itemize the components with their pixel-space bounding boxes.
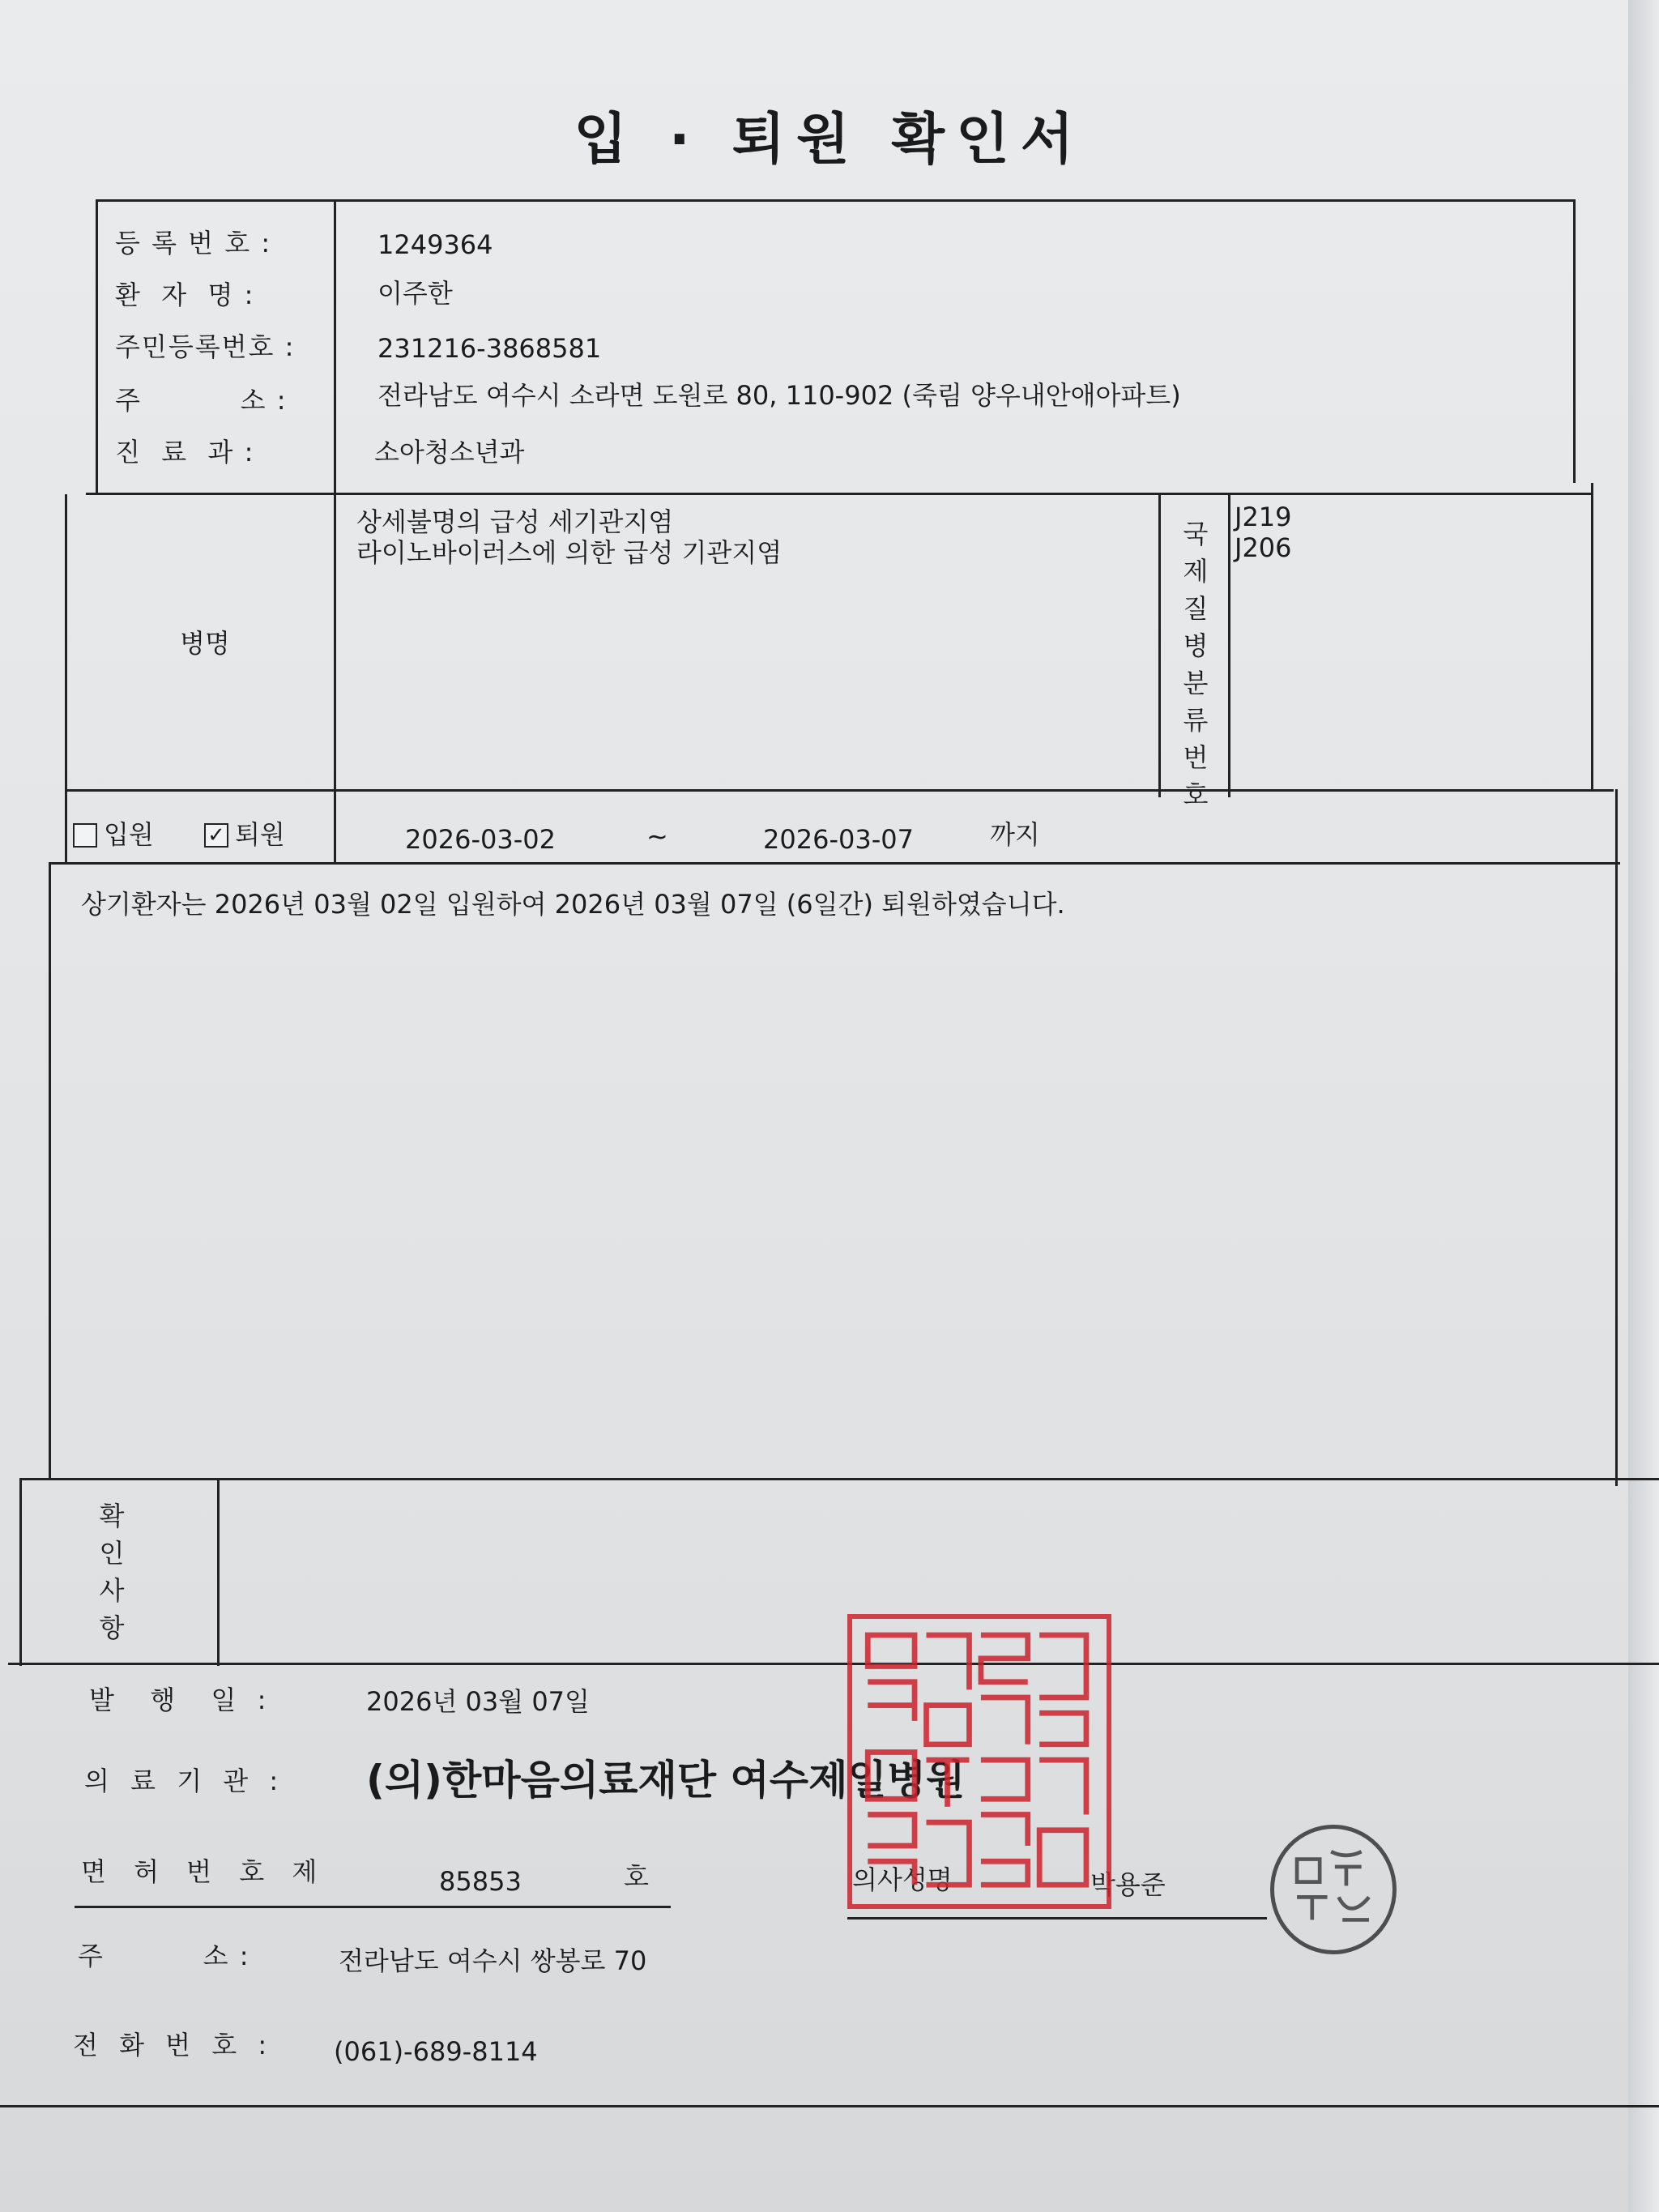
icd-right-divider bbox=[1228, 493, 1230, 797]
table-left-border-mid bbox=[65, 494, 67, 863]
icd-code-1: J219 bbox=[1235, 502, 1292, 532]
remarks-left-border bbox=[19, 1478, 22, 1666]
admit-label: 입원 bbox=[104, 819, 154, 850]
license-number: 85853 bbox=[439, 1866, 522, 1897]
license-underline bbox=[75, 1906, 671, 1908]
patient-name-label: 환 자 명 : bbox=[115, 280, 255, 310]
icd-left-divider bbox=[1158, 493, 1161, 797]
stay-tilde: ~ bbox=[646, 821, 668, 852]
diagnosis-label: 병명 bbox=[180, 628, 230, 659]
doctor-underline bbox=[847, 1917, 1267, 1919]
dept-label: 진 료 과 : bbox=[115, 437, 255, 468]
doctor-personal-seal bbox=[1270, 1825, 1397, 1954]
patient-address-value: 전라남도 여수시 소라면 도원로 80, 110-902 (죽림 양우내안애아파트) bbox=[377, 380, 1181, 411]
paper-edge bbox=[1628, 0, 1659, 2212]
info-divider bbox=[86, 493, 1593, 495]
institution-name: (의)한마음의료재단 여수제일병원 bbox=[366, 1757, 966, 1804]
doctor-label: 의사성명 bbox=[852, 1864, 953, 1895]
discharge-label: 퇴원 bbox=[235, 819, 285, 850]
diagnosis-line-1: 상세불명의 급성 세기관지염 bbox=[356, 506, 674, 537]
issue-date-value: 2026년 03월 07일 bbox=[366, 1686, 590, 1717]
hospital-seal-stamp bbox=[847, 1614, 1111, 1909]
icd-code-2: J206 bbox=[1235, 532, 1292, 563]
remarks-top-divider bbox=[19, 1478, 1659, 1480]
diagnosis-line-2: 라이노바이러스에 의한 급성 기관지염 bbox=[356, 537, 783, 568]
stay-start-date: 2026-03-02 bbox=[405, 824, 556, 855]
seal-glyph-pattern bbox=[852, 1619, 1107, 1904]
patient-name-value: 이주한 bbox=[377, 278, 453, 309]
stay-top-divider bbox=[65, 789, 1614, 792]
license-label: 면 허 번 호 제 bbox=[81, 1856, 327, 1887]
stay-until: 까지 bbox=[990, 819, 1040, 850]
personal-seal-glyph bbox=[1274, 1829, 1392, 1950]
rrn-value: 231216-3868581 bbox=[377, 333, 602, 364]
patient-address-label: 주 소 : bbox=[115, 385, 288, 416]
reg-no-label: 등 록 번 호 : bbox=[115, 228, 272, 258]
reg-no-value: 1249364 bbox=[377, 229, 493, 260]
phone-label: 전 화 번 호 : bbox=[73, 2030, 274, 2060]
phone-value: (061)-689-8114 bbox=[334, 2036, 538, 2067]
stay-bottom-divider bbox=[49, 862, 1620, 865]
doctor-name: 박용준 bbox=[1090, 1869, 1166, 1900]
check-mark-icon: ✓ bbox=[207, 823, 225, 848]
statement-text: 상기환자는 2026년 03월 02일 입원하여 2026년 03월 07일 (6일간) 퇴원하였습니다. bbox=[81, 889, 1065, 920]
remarks-bottom-divider bbox=[8, 1663, 1659, 1665]
stay-end-date: 2026-03-07 bbox=[763, 824, 914, 855]
institution-label: 의 료 기 관 : bbox=[84, 1766, 285, 1796]
issue-date-label: 발 행 일 : bbox=[89, 1685, 273, 1715]
institution-address-label: 주 소 : bbox=[78, 1941, 250, 1971]
table-top-border bbox=[96, 199, 1575, 202]
icd-label: 국제질병분류번호 bbox=[1183, 519, 1209, 810]
remarks-label: 확인사항 bbox=[99, 1501, 125, 1643]
table-right-border-upper bbox=[1573, 199, 1576, 483]
discharge-checkbox[interactable] bbox=[204, 823, 228, 848]
table-right-border-mid bbox=[1591, 483, 1593, 791]
table-left-border-upper bbox=[96, 199, 98, 494]
admit-checkbox[interactable] bbox=[73, 823, 97, 848]
table-right-border-lower bbox=[1615, 789, 1618, 1486]
diagnosis-label-divider bbox=[334, 199, 336, 864]
rrn-label: 주민등록번호 : bbox=[115, 331, 296, 362]
remarks-label-divider bbox=[217, 1478, 220, 1666]
page-bottom-divider bbox=[0, 2105, 1659, 2107]
document-title: 입 · 퇴원 확인서 bbox=[574, 108, 1085, 172]
table-left-border-lower bbox=[49, 862, 51, 1478]
license-suffix: 호 bbox=[624, 1861, 649, 1892]
institution-address: 전라남도 여수시 쌍봉로 70 bbox=[339, 1945, 647, 1976]
dept-value: 소아청소년과 bbox=[374, 437, 525, 468]
